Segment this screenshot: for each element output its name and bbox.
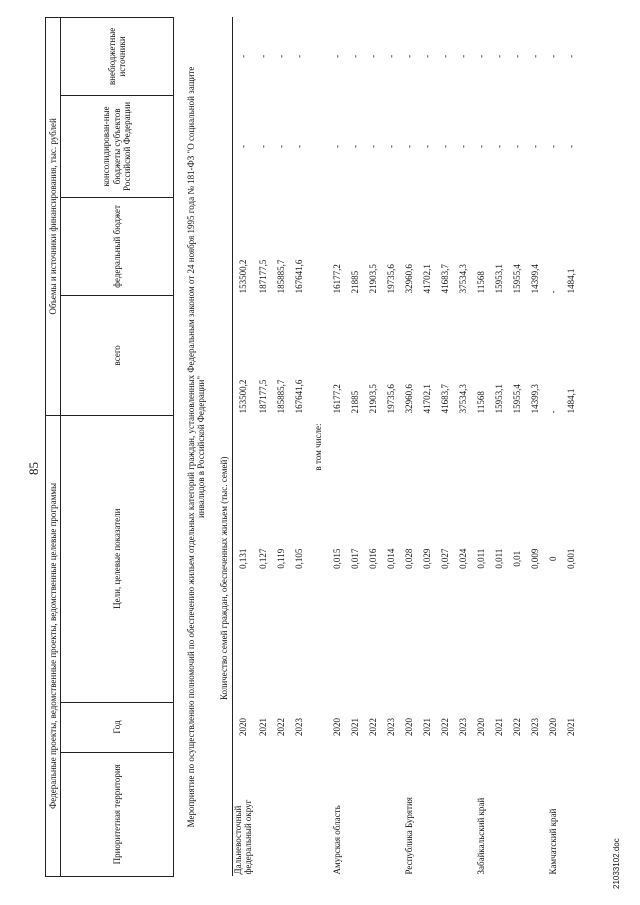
federal-budget-cell: 1484,1 [565,268,576,294]
federal-budget-cell: 153500,2 [233,198,254,296]
table-row [418,18,436,877]
measure-description: Мероприятие по осуществлению полномочий по обеспечению жильем отдельных категорий граждан, установленных Федеральным законом от 24 ноября 1995 года № 181-ФЗ "О социальной защите инвалидов в Российской Федерации" [185,66,206,828]
consolidated-budget-cell: - [457,144,468,148]
total-cell: 15955,4 [511,384,522,414]
total-cell: 21903,5 [367,384,378,414]
year-cell: 2023 [293,718,304,737]
col-header-total: всего [61,295,174,415]
indicator-value-cell: 0,009 [529,548,540,569]
consolidated-budget-cell: - [367,144,378,148]
federal-budget-cell: 14399,4 [529,264,540,294]
table-row [490,18,508,877]
extrabudgetary-cell: - [493,54,504,58]
indicator-value-cell: 0,011 [475,548,486,569]
year-cell: 2021 [493,718,504,737]
indicator-value-cell: 0,017 [349,548,360,569]
indicator-value-cell: 0,016 [367,548,378,569]
consolidated-budget-cell: - [275,144,286,148]
federal-budget-cell: 15955,4 [511,264,522,294]
federal-budget-cell: 16177,2 [331,264,342,294]
federal-budget-cell: 21903,5 [367,264,378,294]
territory-cell [382,752,400,876]
total-cell: 14399,3 [529,384,540,414]
table-row [562,18,580,877]
year-cell: 2022 [275,718,286,737]
federal-budget-cell: 21885 [349,270,360,294]
total-cell: 41702,1 [421,384,432,414]
consolidated-budget-cell: - [233,95,254,197]
extrabudgetary-cell: - [547,54,558,58]
indicator-title: Количество семей граждан, обеспеченных жильем (тыс. семей) [218,456,229,701]
indicator-value-cell: 0,014 [385,548,396,569]
table-row [364,18,382,877]
indicator-value-cell: 0,01 [511,550,522,567]
territory-cell [346,752,364,876]
table-row [254,18,272,877]
extrabudgetary-cell: - [403,54,414,58]
year-cell: 2020 [233,702,254,752]
total-cell: 32960,6 [403,384,414,414]
col-header-extrabudgetary: внебюджетные источники [61,18,174,96]
indicator-value-cell: 0,119 [275,548,286,569]
table-group-header [46,18,61,877]
extrabudgetary-cell: - [439,54,450,58]
federal-budget-cell: 185885,7 [275,259,286,294]
extrabudgetary-cell: - [475,54,486,58]
total-cell: 1484,1 [565,388,576,414]
total-cell: 153500,2 [233,295,254,415]
year-cell: 2023 [385,718,396,737]
territory-cell [290,752,308,876]
total-cell: 15953,1 [493,384,504,414]
indicator-value-cell: 0,131 [233,415,254,702]
total-cell: 37534,3 [457,384,468,414]
table-row [472,18,490,877]
year-cell: 2023 [529,718,540,737]
year-cell: 2021 [421,718,432,737]
table-row [346,18,364,877]
territory-cell: Камчатский край [547,808,558,875]
table-row [328,18,346,877]
table-row [454,18,472,877]
indicator-value-cell: 0,028 [403,548,414,569]
indicator-value-cell: 0,029 [421,548,432,569]
total-cell: 16177,2 [331,384,342,414]
year-cell: 2021 [565,718,576,737]
indicator-row [216,18,233,877]
group-header-financing: Объемы и источники финансирования, тыс. рублей [46,18,61,416]
consolidated-budget-cell: - [349,144,360,148]
indicator-value-cell: 0 [547,556,558,561]
extrabudgetary-cell: - [529,54,540,58]
table-column-header [61,18,174,877]
indicator-value-cell: 0,011 [493,548,504,569]
table-row [272,18,290,877]
page-number: 85 [26,462,41,475]
territory-cell: Амурская область [331,805,342,875]
extrabudgetary-cell: - [421,54,432,58]
table-row [233,18,254,877]
year-cell: 2022 [511,718,522,737]
table-row [400,18,418,877]
territory-cell [254,752,272,876]
col-header-year: Год [61,702,174,752]
total-cell: 41683,7 [439,384,450,414]
extrabudgetary-cell: - [257,54,268,58]
extrabudgetary-cell: - [349,54,360,58]
table-row [436,18,454,877]
territory-cell [436,752,454,876]
territory-cell [272,752,290,876]
year-cell: 2022 [439,718,450,737]
measure-row [174,18,217,877]
extrabudgetary-cell: - [367,54,378,58]
territory-cell [418,752,436,876]
extrabudgetary-cell: - [385,54,396,58]
indicator-value-cell: 0,027 [439,548,450,569]
year-cell: 2023 [457,718,468,737]
indicator-value-cell: 0,001 [565,548,576,569]
col-header-territory: Приоритетная территория [61,752,174,876]
including-label: в том числе: [312,423,323,471]
extrabudgetary-cell: - [565,54,576,58]
consolidated-budget-cell: - [511,144,522,148]
table-row [508,18,526,877]
federal-budget-cell: 19735,6 [385,264,396,294]
total-cell: 185885,7 [275,379,286,414]
including-row [308,18,328,877]
table-row [290,18,308,877]
year-cell: 2021 [257,718,268,737]
territory-cell [508,752,526,876]
year-cell: 2021 [349,718,360,737]
col-header-federal: федеральный бюджет [61,198,174,296]
federal-budget-cell: 11568 [475,271,486,294]
federal-budget-cell: 15953,1 [493,264,504,294]
federal-budget-cell: - [547,290,558,294]
total-cell: 11568 [475,391,486,414]
year-cell: 2020 [403,718,414,737]
territory-cell: Дальневосточный федеральный округ [233,752,254,876]
federal-budget-cell: 32960,6 [403,264,414,294]
group-header-projects: Федеральные проекты, ведомственные проекты, ведомственные целевые программы [46,415,61,876]
indicator-value-cell: 0,024 [457,548,468,569]
total-cell: 187177,5 [257,379,268,414]
consolidated-budget-cell: - [385,144,396,148]
territory-cell [364,752,382,876]
year-cell: 2020 [547,718,558,737]
territory-cell [490,752,508,876]
federal-budget-cell: 37534,3 [457,264,468,294]
consolidated-budget-cell: - [331,144,342,148]
extrabudgetary-cell: - [293,54,304,58]
territory-cell: Забайкальский край [475,797,486,875]
year-cell: 2020 [475,718,486,737]
consolidated-budget-cell: - [403,144,414,148]
table-row [544,18,562,877]
consolidated-budget-cell: - [257,144,268,148]
territory-cell [526,752,544,876]
consolidated-budget-cell: - [421,144,432,148]
federal-budget-cell: 41702,1 [421,264,432,294]
year-cell: 2020 [331,718,342,737]
territory-cell [454,752,472,876]
table-row [526,18,544,877]
federal-budget-cell: 187177,5 [257,259,268,294]
extrabudgetary-cell: - [457,54,468,58]
federal-budget-cell: 167641,6 [293,259,304,294]
consolidated-budget-cell: - [475,144,486,148]
total-cell: - [547,410,558,414]
year-cell: 2022 [367,718,378,737]
col-header-goals: Цели, целевые показатели [61,415,174,702]
total-cell: 21885 [349,390,360,414]
territory-cell: Республика Бурятия [403,797,414,875]
extrabudgetary-cell: - [511,54,522,58]
extrabudgetary-cell: - [331,54,342,58]
extrabudgetary-cell: - [275,54,286,58]
col-header-consolidated: консолидирован-ные бюджеты субъектов Российской Федерации [61,95,174,197]
consolidated-budget-cell: - [547,144,558,148]
territory-cell [562,752,580,876]
total-cell: 167641,6 [293,379,304,414]
consolidated-budget-cell: - [439,144,450,148]
federal-budget-cell: 41683,7 [439,264,450,294]
document-code: 21033102.doc [612,838,621,889]
consolidated-budget-cell: - [529,144,540,148]
consolidated-budget-cell: - [493,144,504,148]
consolidated-budget-cell: - [293,144,304,148]
extrabudgetary-cell: - [233,18,254,96]
table-row [382,18,400,877]
indicator-value-cell: 0,015 [331,548,342,569]
financing-table [45,17,580,877]
consolidated-budget-cell: - [565,144,576,148]
indicator-value-cell: 0,105 [293,548,304,569]
total-cell: 19735,6 [385,384,396,414]
indicator-value-cell: 0,127 [257,548,268,569]
